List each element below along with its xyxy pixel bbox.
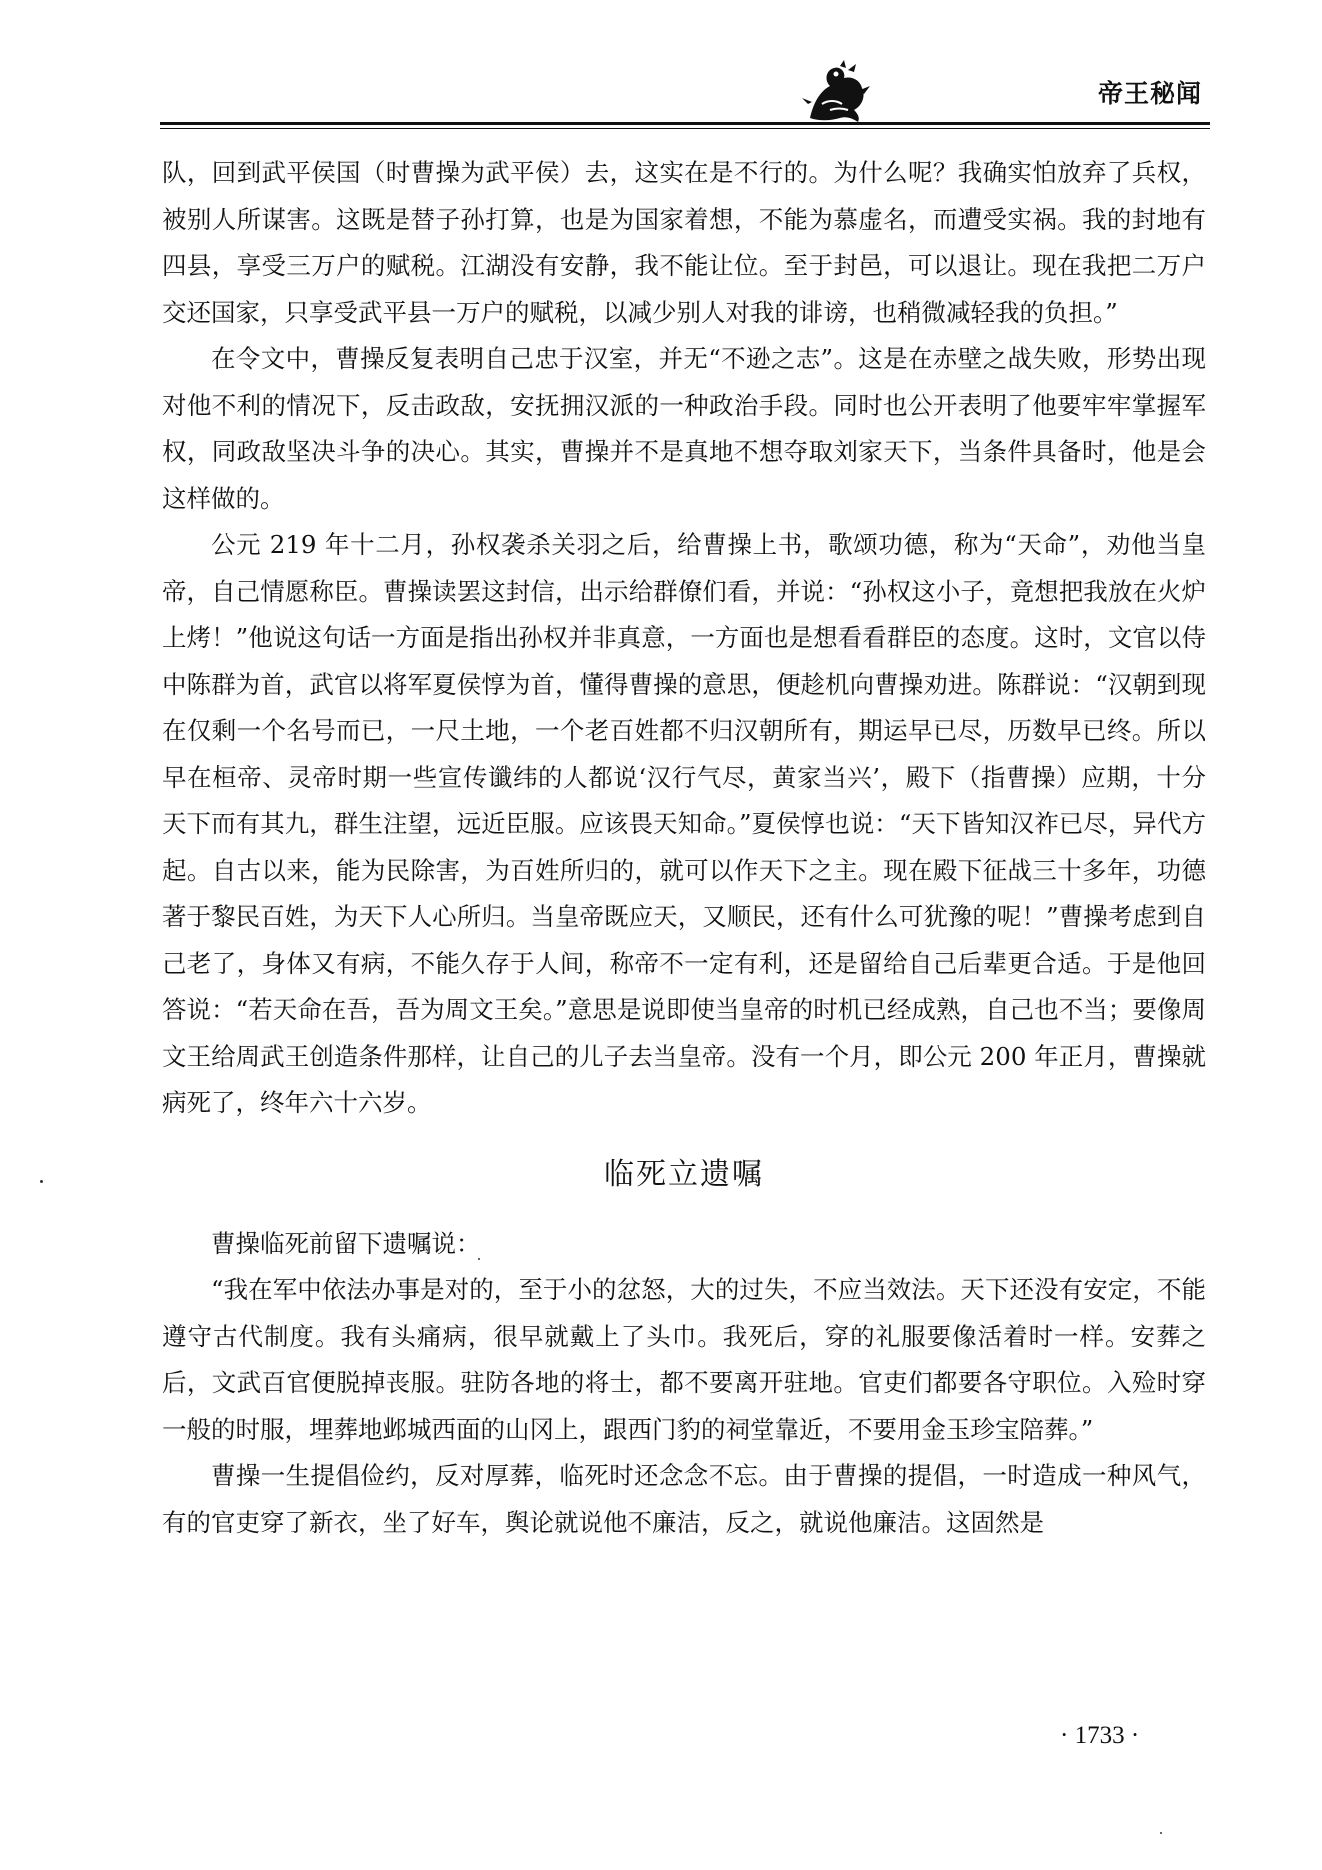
paragraph: 曹操临死前留下遗嘱说： [211,1228,481,1258]
scan-speck [1160,1832,1162,1834]
page-number: · 1733 · [1060,1722,1140,1749]
dragon-emblem-icon [800,60,874,126]
paragraph: 公元 219 年十二月，孙权袭杀关羽之后，给曹操上书，歌颂功德，称为“天命”，劝他当皇帝，自己情愿称臣。曹操读罢这封信，出示给群僚们看，并说：“孙权这小子，竟想把我放在火炉上烤！”他说这句话一方面是指出孙权并非真意，一方面也是想看看群臣的态度。这时，文官以侍中陈群为首，武官以将军夏侯惇为首，懂得曹操的意思，便趁机向曹操劝进。陈群说：“汉朝到现在仅剩一个名号而已，一尺土地，一个老百姓都不归汉朝所有，期运早已尽，历数早已终。所以早在桓帝、灵帝时期一些宣传谶纬的人都说‘汉行气尽，黄家当兴’，殿下（指曹操）应期，十分天下而有其九，群生注望，远近臣服。应该畏天知命。”夏侯惇也说：“天下皆知汉祚已尽，异代方起。自古以来，能为民除害，为百姓所归的，就可以作天下之主。现在殿下征战三十多年，功德著于黎民百姓，为天下人心所归。当皇帝既应天，又顺民，还有什么可犹豫的呢！”曹操考虑到自己老了，身体又有病，不能久存于人间，称帝不一定有利，还是留给自己后辈更合适。于是他回答说：“若天命在吾，吾为周文王矣。”意思是说即使当皇帝的时机已经成熟，自己也不当；要像周文王给周武王创造条件那样，让自己的儿子去当皇帝。没有一个月，即公元 200 年正月，曹操就病死了，终年六十六岁。 [162,530,1206,1117]
scan-speck [478,1258,480,1260]
running-header-title: 帝王秘闻 [1097,79,1202,108]
header-rule-thin [160,128,1210,129]
paragraph-continued: 队，回到武平侯国（时曹操为武平侯）去，这实在是不行的。为什么呢？我确实怕放弃了兵权，被别人所谋害。这既是替子孙打算，也是为国家着想，不能为慕虚名，而遭受实祸。我的封地有四县，享受三万户的赋税。江湖没有安静，我不能让位。至于封邑，可以退让。现在我把二万户交还国家，只享受武平县一万户的赋税，以减少别人对我的诽谤，也稍微减轻我的负担。” [162,158,1206,327]
paragraph-quote: “我在军中依法办事是对的，至于小的忿怒，大的过失，不应当效法。天下还没有安定，不能遵守古代制度。我有头痛病，很早就戴上了头巾。我死后，穿的礼服要像活着时一样。安葬之后，文武百官便脱掉丧服。驻防各地的将士，都不要离开驻地。官吏们都要各守职位。入殓时穿一般的时服，埋葬地邺城西面的山冈上，跟西门豹的祠堂靠近，不要用金玉珍宝陪葬。” [162,1275,1206,1444]
page-body [162,150,1206,1546]
running-header [160,56,1210,128]
header-rule [160,122,1210,125]
section-heading: 临死立遗嘱 [604,1156,764,1192]
scan-speck [40,1180,43,1183]
paragraph: 曹操一生提倡俭约，反对厚葬，临死时还念念不忘。由于曹操的提倡，一时造成一种风气，有的官吏穿了新衣，坐了好车，舆论就说他不廉洁，反之，就说他廉洁。这固然是 [162,1461,1206,1537]
paragraph: 在令文中，曹操反复表明自己忠于汉室，并无“不逊之志”。这是在赤壁之战失败，形势出现对他不利的情况下，反击政敌，安抚拥汉派的一种政治手段。同时也公开表明了他要牢牢掌握军权，同政敌坚决斗争的决心。其实，曹操并不是真地不想夺取刘家天下，当条件具备时，他是会这样做的。 [162,344,1206,513]
